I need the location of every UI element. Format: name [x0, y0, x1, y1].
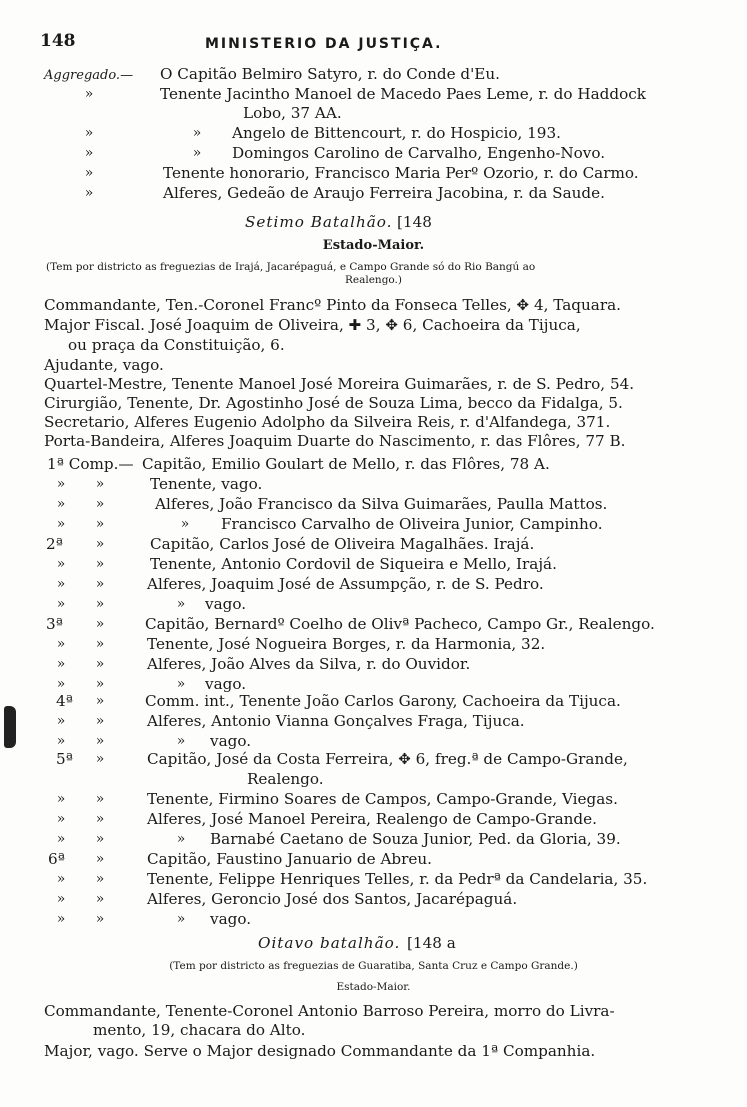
ditto-mark: » — [56, 636, 66, 652]
ditto-mark: » — [95, 791, 105, 807]
company-line: Capitão, Faustino Januario de Abreu. — [147, 850, 432, 868]
ditto-mark: » — [95, 656, 105, 672]
commandante-line: Commandante, Tenente-Coronel Antonio Barroso Pereira, morro do Livra- — [44, 1002, 615, 1020]
company-number: 6ª — [48, 850, 65, 868]
ditto-mark: » — [95, 596, 105, 612]
ditto-mark: » — [56, 891, 66, 907]
ditto-mark: » — [95, 891, 105, 907]
ditto-mark: » — [192, 145, 202, 161]
ditto-mark: » — [95, 516, 105, 532]
ditto-mark: » — [95, 616, 105, 632]
aggregado-line: Alferes, Gedeão de Araujo Ferreira Jacobina, r. da Saude. — [163, 184, 605, 202]
staff-line: Quartel-Mestre, Tenente Manoel José Moreira Guimarães, r. de S. Pedro, 54. — [44, 375, 635, 393]
aggregado-label: Aggregado.— — [44, 68, 134, 83]
ditto-mark: » — [176, 733, 186, 749]
company-line: Alferes, João Alves da Silva, r. do Ouvidor. — [147, 655, 471, 673]
company-line: Alferes, José Manoel Pereira, Realengo de Campo-Grande. — [147, 810, 597, 828]
major-line: Major, vago. Serve o Major designado Commandante da 1ª Companhia. — [44, 1042, 596, 1060]
ditto-mark: » — [56, 791, 66, 807]
ditto-mark: » — [95, 536, 105, 552]
ditto-mark: » — [56, 596, 66, 612]
ditto-mark: » — [56, 476, 66, 492]
ditto-mark: » — [95, 676, 105, 692]
company-line: Tenente, José Nogueira Borges, r. da Harmonia, 32. — [147, 635, 546, 653]
ditto-mark: » — [56, 811, 66, 827]
district-note: (Tem por districto as freguezias de Guaratiba, Santa Cruz e Campo Grande.) — [169, 960, 578, 972]
aggregado-line: Angelo de Bittencourt, r. do Hospicio, 193. — [232, 124, 561, 142]
company-line: Tenente, vago. — [150, 475, 263, 493]
ditto-mark: » — [95, 576, 105, 592]
section-ref: [148 a — [407, 934, 456, 952]
company-line: Tenente, Firmino Soares de Campos, Campo-Grande, Viegas. — [147, 790, 618, 808]
aggregado-line: Domingos Carolino de Carvalho, Engenho-Novo. — [232, 144, 606, 162]
ditto-mark: » — [95, 851, 105, 867]
aggregado-line: Tenente Jacintho Manoel de Macedo Paes Leme, r. do Haddock — [160, 85, 646, 103]
company-line: Capitão, José da Costa Ferreira, ✥ 6, freg.ª de Campo-Grande, — [147, 750, 628, 768]
ditto-mark: » — [56, 911, 66, 927]
decoration-icon: ✥ — [516, 296, 530, 314]
ditto-mark: » — [95, 496, 105, 512]
company-line: Alferes, João Francisco da Silva Guimarães, Paulla Mattos. — [155, 495, 608, 513]
company-number: 5ª — [56, 750, 73, 768]
company-line: Francisco Carvalho de Oliveira Junior, Campinho. — [221, 515, 603, 533]
aggregado-line: Lobo, 37 AA. — [243, 104, 342, 122]
ditto-mark: » — [56, 576, 66, 592]
ditto-mark: » — [95, 831, 105, 847]
ditto-mark: » — [95, 713, 105, 729]
ditto-mark: » — [95, 751, 105, 767]
major-fiscal-line: ou praça da Constituição, 6. — [68, 336, 285, 354]
ditto-mark: » — [176, 911, 186, 927]
company-line: Realengo. — [247, 770, 324, 788]
district-note: Realengo.) — [344, 274, 402, 286]
company-number: 1ª Comp.— — [47, 455, 134, 473]
ditto-mark: » — [176, 676, 186, 692]
ditto-mark: » — [95, 911, 105, 927]
staff-line: Cirurgião, Tenente, Dr. Agostinho José de Souza Lima, becco da Fidalga, 5. — [44, 394, 623, 412]
company-line: Alferes, Joaquim José de Assumpção, r. de S. Pedro. — [147, 575, 544, 593]
ditto-mark: » — [84, 145, 94, 161]
ditto-mark: » — [84, 185, 94, 201]
company-line: Alferes, Geroncio José dos Santos, Jacarépaguá. — [147, 890, 518, 908]
company-line: vago. — [205, 675, 247, 693]
company-number: 3ª — [46, 615, 63, 633]
company-line: Alferes, Antonio Vianna Gonçalves Fraga, Tijuca. — [147, 712, 525, 730]
ditto-mark: » — [176, 596, 186, 612]
major-fiscal-line: Major Fiscal. José Joaquim de Oliveira, ✚ 3, ✥ 6, Cachoeira da Tijuca, — [44, 316, 581, 334]
ditto-mark: » — [95, 693, 105, 709]
company-line: Tenente, Antonio Cordovil de Siqueira e Mello, Irajá. — [150, 555, 557, 573]
section-ref: [148 — [397, 213, 432, 231]
ditto-mark: » — [84, 165, 94, 181]
district-note: (Tem por districto as freguezias de Irajá, Jacarépaguá, e Campo Grande só do Rio Bangú ao — [46, 261, 536, 273]
ditto-mark: » — [84, 125, 94, 141]
cross-icon: ✚ — [348, 316, 362, 334]
ditto-mark: » — [95, 811, 105, 827]
ditto-mark: » — [56, 831, 66, 847]
staff-line: Porta-Bandeira, Alferes Joaquim Duarte do Nascimento, r. das Flôres, 77 B. — [44, 432, 626, 450]
ditto-mark: » — [56, 516, 66, 532]
ditto-mark: » — [95, 733, 105, 749]
staff-line: Ajudante, vago. — [44, 356, 164, 374]
ditto-mark: » — [180, 516, 190, 532]
running-header: MINISTERIO DA JUSTIÇA. — [205, 36, 443, 52]
company-line: vago. — [210, 910, 252, 928]
page-number: 148 — [40, 31, 76, 51]
ink-blot — [4, 706, 16, 748]
company-line: Barnabé Caetano de Souza Junior, Ped. da Gloria, 39. — [210, 830, 621, 848]
staff-line: Secretario, Alferes Eugenio Adolpho da Silveira Reis, r. d'Alfandega, 371. — [44, 413, 611, 431]
estado-maior-heading: Estado-Maior. — [322, 238, 425, 253]
company-line: Comm. int., Tenente João Carlos Garony, Cachoeira da Tijuca. — [145, 692, 621, 710]
company-number: 4ª — [56, 692, 73, 710]
company-line: vago. — [205, 595, 247, 613]
ditto-mark: » — [56, 556, 66, 572]
ditto-mark: » — [56, 656, 66, 672]
company-line: Capitão, Bernardº Coelho de Olivª Pacheco, Campo Gr., Realengo. — [145, 615, 655, 633]
section-title: Setimo Batalhão. — [245, 213, 393, 231]
ditto-mark: » — [56, 713, 66, 729]
ditto-mark: » — [84, 86, 94, 102]
ditto-mark: » — [192, 125, 202, 141]
ditto-mark: » — [176, 831, 186, 847]
commandante-line: mento, 19, chacara do Alto. — [93, 1021, 306, 1039]
estado-maior-heading: Estado-Maior. — [336, 981, 411, 993]
ditto-mark: » — [95, 871, 105, 887]
aggregado-line: Tenente honorario, Francisco Maria Perº Ozorio, r. do Carmo. — [163, 164, 639, 182]
company-line: Capitão, Carlos José de Oliveira Magalhães. Irajá. — [150, 535, 535, 553]
company-line: Capitão, Emilio Goulart de Mello, r. das Flôres, 78 A. — [142, 455, 550, 473]
ditto-mark: » — [95, 556, 105, 572]
ditto-mark: » — [56, 871, 66, 887]
company-number: 2ª — [46, 535, 63, 553]
ditto-mark: » — [56, 676, 66, 692]
commandante-line: Commandante, Ten.-Coronel Francº Pinto da Fonseca Telles, ✥ 4, Taquara. — [44, 296, 621, 314]
aggregado-line: O Capitão Belmiro Satyro, r. do Conde d'Eu. — [160, 65, 500, 83]
section-title: Oitavo batalhão. — [258, 934, 401, 952]
decoration-icon: ✥ — [385, 316, 398, 334]
ditto-mark: » — [56, 733, 66, 749]
decoration-icon: ✥ — [398, 750, 411, 768]
ditto-mark: » — [95, 636, 105, 652]
ditto-mark: » — [95, 476, 105, 492]
company-line: Tenente, Felippe Henriques Telles, r. da Pedrª da Candelaria, 35. — [147, 870, 648, 888]
company-line: vago. — [210, 732, 252, 750]
ditto-mark: » — [56, 496, 66, 512]
